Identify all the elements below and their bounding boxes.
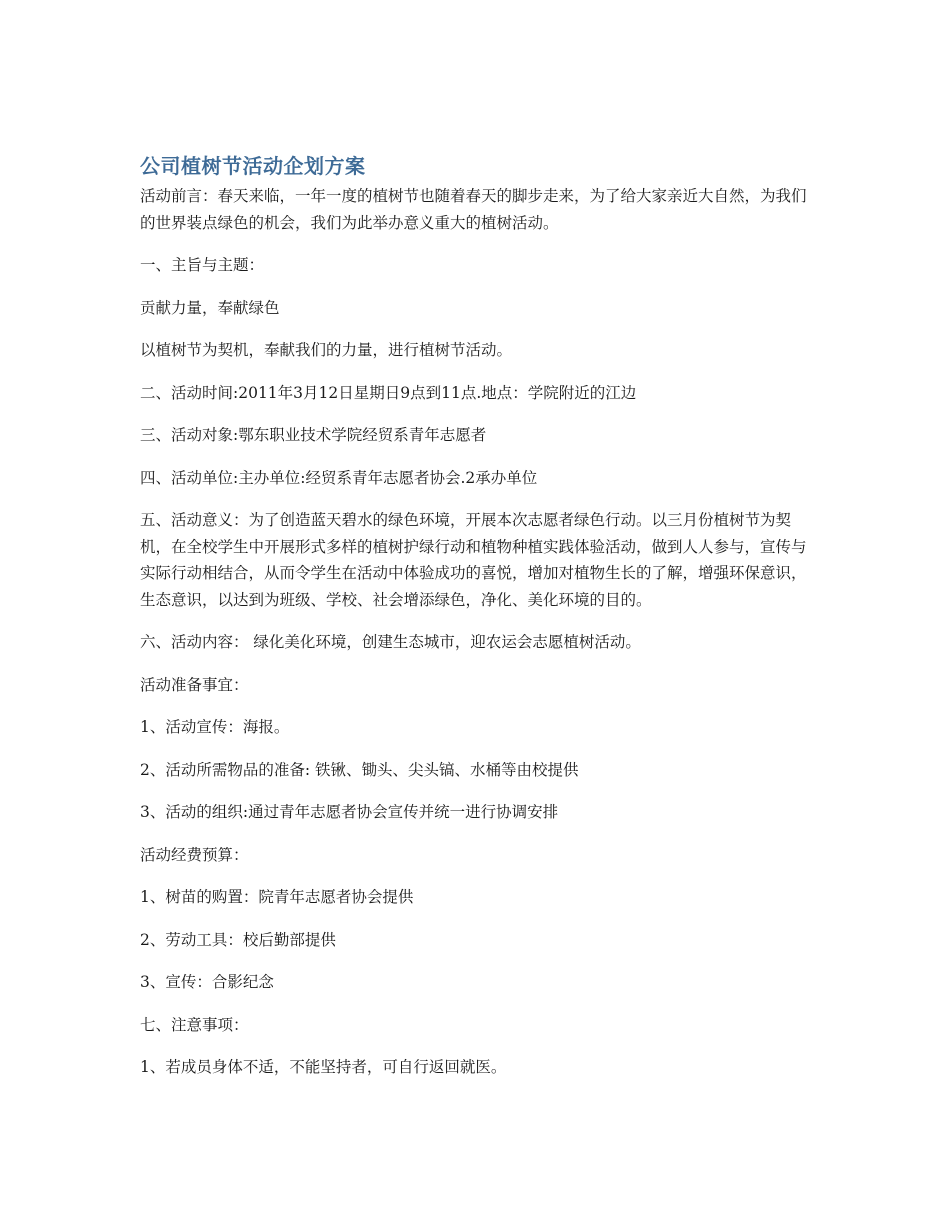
section-heading-notes: 七、注意事项： <box>140 1015 249 1034</box>
section-heading-budget: 活动经费预算： <box>140 845 249 864</box>
document-body <box>140 183 810 1081</box>
list-item-preparation-1: 1、活动宣传：海报。 <box>140 718 290 736</box>
list-item-preparation-3: 3、活动的组织:通过青年志愿者协会宣传并统一进行协调安排 <box>140 803 559 821</box>
section-heading-purpose: 一、主旨与主题： <box>140 256 265 274</box>
paragraph-organizers: 四、活动单位:主办单位:经贸系青年志愿者协会.2承办单位 <box>140 468 538 487</box>
list-item-budget-1: 1、树苗的购置：院青年志愿者协会提供 <box>140 888 414 906</box>
paragraph-time-location: 二、活动时间:2011年3月12日星期日9点到11点.地点：学院附近的江边 <box>140 383 637 402</box>
paragraph-purpose: 以植树节为契机，奉献我们的力量，进行植树节活动。 <box>140 341 513 359</box>
list-item-budget-3: 3、宣传：合影纪念 <box>140 973 274 991</box>
paragraph-activity-content: 六、活动内容： 绿化美化环境，创建生态城市，迎农运会志愿植树活动。 <box>140 633 641 651</box>
list-item-budget-2: 2、劳动工具：校后勤部提供 <box>140 930 336 949</box>
section-heading-preparation: 活动准备事宜： <box>140 675 249 694</box>
list-item-notes-1: 1、若成员身体不适，不能坚持者，可自行返回就医。 <box>140 1058 507 1076</box>
paragraph-participants: 三、活动对象:鄂东职业技术学院经贸系青年志愿者 <box>140 426 487 444</box>
paragraph-preface: 活动前言：春天来临，一年一度的植树节也随着春天的脚步走来，为了给大家亲近大自然，为我们的世界装点绿色的机会，我们为此举办意义重大的植树活动。 <box>140 187 807 232</box>
paragraph-significance: 五、活动意义：为了创造蓝天碧水的绿色环境，开展本次志愿者绿色行动。以三月份植树节为契机，在全校学生中开展形式多样的植树护绿行动和植物种植实践体验活动，做到人人参与，宣传与实际行动相结合，从而令学生在活动中体验成功的喜悦，增加对植物生长的了解，增强环保意识，生态意识，以达到为班级、学校、社会增添绿色，净化、美化环境的目的。 <box>140 511 807 609</box>
list-item-preparation-2: 2、活动所需物品的准备: 铁锹、锄头、尖头镐、水桶等由校提供 <box>140 760 579 779</box>
page-title: 公司植树节活动企划方案 <box>140 154 366 178</box>
paragraph-theme: 贡献力量，奉献绿色 <box>140 298 280 317</box>
